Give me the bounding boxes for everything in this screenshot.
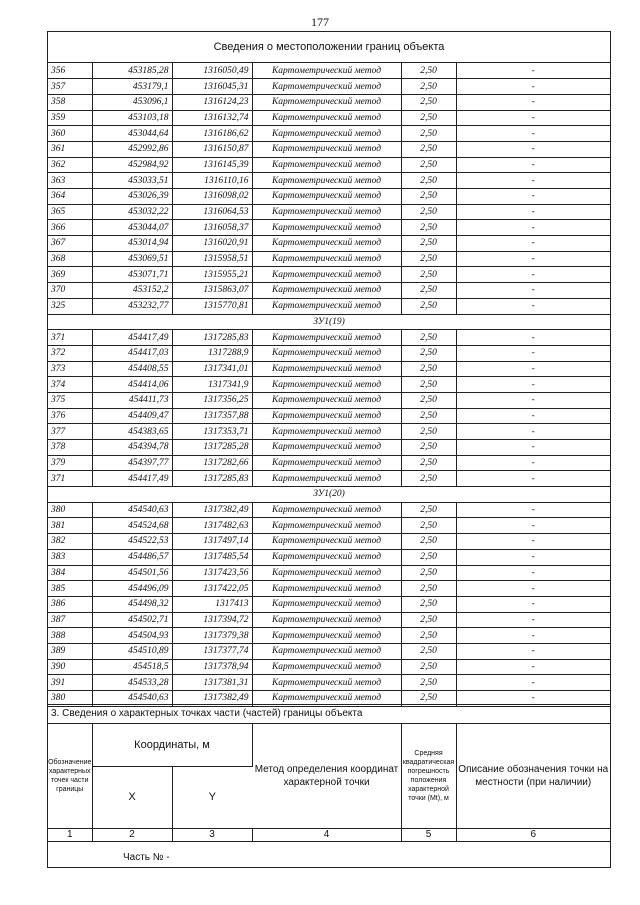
description: - [456,173,610,189]
coord-x: 454498,32 [92,596,172,612]
accuracy: 2,50 [401,612,456,628]
point-number: 380 [48,691,92,707]
table-row [48,518,610,534]
col-accuracy-header: Средняя квадратическая погрешность положения характерной точки (Мt), м [401,724,456,828]
coord-y: 1315863,07 [172,283,252,299]
accuracy: 2,50 [401,204,456,220]
coord-y: 1316132,74 [172,110,252,126]
coord-y: 1317379,38 [172,628,252,644]
table-row [48,141,610,157]
table-row [48,94,610,110]
coord-x: 453044,07 [92,220,172,236]
coord-y: 1317353,71 [172,424,252,440]
accuracy: 2,50 [401,549,456,565]
accuracy: 2,50 [401,361,456,377]
table-row [48,251,610,267]
section-label: ЗУ1(19) [48,314,610,330]
point-number: 361 [48,141,92,157]
method: Картометрический метод [252,534,401,550]
method: Картометрический метод [252,675,401,691]
coord-x: 453071,71 [92,267,172,283]
description: - [456,377,610,393]
point-number: 369 [48,267,92,283]
col-number: 6 [456,828,610,841]
description: - [456,330,610,346]
table-row [48,424,610,440]
coord-x: 454486,57 [92,549,172,565]
point-number: 387 [48,612,92,628]
accuracy: 2,50 [401,236,456,252]
table-row [48,675,610,691]
point-number: 380 [48,502,92,518]
method: Картометрический метод [252,141,401,157]
point-number: 389 [48,643,92,659]
method: Картометрический метод [252,549,401,565]
col-number: 4 [252,828,401,841]
coord-x: 454524,68 [92,518,172,534]
coord-x: 454540,63 [92,691,172,707]
accuracy: 2,50 [401,565,456,581]
table-row [48,110,610,126]
method: Картометрический метод [252,110,401,126]
point-number: 376 [48,408,92,424]
description: - [456,63,610,79]
method: Картометрический метод [252,612,401,628]
method: Картометрический метод [252,189,401,205]
method: Картометрический метод [252,79,401,95]
table-row [48,392,610,408]
method: Картометрический метод [252,126,401,142]
coord-x: 453179,1 [92,79,172,95]
point-number: 375 [48,392,92,408]
boundary-table-frame [47,31,611,868]
point-number: 378 [48,440,92,456]
coord-y: 1317381,31 [172,675,252,691]
coord-y: 1316064,53 [172,204,252,220]
coord-x: 454417,49 [92,471,172,487]
section3-header-table [48,724,610,842]
col-number: 3 [172,828,252,841]
method: Картометрический метод [252,377,401,393]
coord-y: 1317356,25 [172,392,252,408]
coord-x: 454408,55 [92,361,172,377]
table-row [48,63,610,79]
coord-x: 453232,77 [92,298,172,314]
coord-y: 1317282,66 [172,455,252,471]
coord-y: 1316186,62 [172,126,252,142]
coord-y: 1317341,9 [172,377,252,393]
coord-x: 454504,93 [92,628,172,644]
col-y-header: Y [172,766,252,828]
accuracy: 2,50 [401,518,456,534]
coord-x: 454501,56 [92,565,172,581]
coord-y: 1317382,49 [172,691,252,707]
table-row [48,267,610,283]
table-row [48,643,610,659]
description: - [456,392,610,408]
coord-y: 1317285,28 [172,440,252,456]
accuracy: 2,50 [401,691,456,707]
description: - [456,471,610,487]
coordinates-table [48,63,610,707]
table-row [48,565,610,581]
table-row [48,377,610,393]
table-row [48,502,610,518]
coord-y: 1315958,51 [172,251,252,267]
method: Картометрический метод [252,596,401,612]
point-number: 384 [48,565,92,581]
coord-x: 453096,1 [92,94,172,110]
col-number: 1 [48,828,92,841]
point-number: 364 [48,189,92,205]
description: - [456,298,610,314]
coord-y: 1317288,9 [172,345,252,361]
table-row [48,534,610,550]
description: - [456,596,610,612]
coord-y: 1317377,74 [172,643,252,659]
page-number: 177 [311,15,329,29]
coord-x: 454397,77 [92,455,172,471]
table-row [48,283,610,299]
description: - [456,440,610,456]
coord-x: 454502,71 [92,612,172,628]
coord-x: 454510,89 [92,643,172,659]
table-row [48,126,610,142]
point-number: 372 [48,345,92,361]
method: Картометрический метод [252,361,401,377]
col-description-header: Описание обозначения точки на местности (при наличии) [456,724,610,828]
coord-x: 454533,28 [92,675,172,691]
description: - [456,565,610,581]
method: Картометрический метод [252,471,401,487]
coord-y: 1317382,49 [172,502,252,518]
accuracy: 2,50 [401,534,456,550]
section-row [48,314,610,330]
coord-y: 1316020,91 [172,236,252,252]
method: Картометрический метод [252,157,401,173]
coord-y: 1317285,83 [172,471,252,487]
coord-y: 1316050,49 [172,63,252,79]
table-row [48,659,610,675]
accuracy: 2,50 [401,141,456,157]
method: Картометрический метод [252,565,401,581]
coord-y: 1317341,01 [172,361,252,377]
table-row [48,549,610,565]
part-label: Часть № - [123,852,170,863]
accuracy: 2,50 [401,330,456,346]
accuracy: 2,50 [401,424,456,440]
table-row [48,581,610,597]
col-point-header: Обозначение характерных точек части границы [48,724,92,828]
table-row [48,157,610,173]
accuracy: 2,50 [401,79,456,95]
accuracy: 2,50 [401,440,456,456]
coord-y: 1317378,94 [172,659,252,675]
coord-x: 454417,49 [92,330,172,346]
accuracy: 2,50 [401,283,456,299]
table-row [48,330,610,346]
method: Картометрический метод [252,691,401,707]
description: - [456,157,610,173]
accuracy: 2,50 [401,345,456,361]
table-row [48,628,610,644]
col-x-header: X [92,766,172,828]
coord-y: 1317485,54 [172,549,252,565]
description: - [456,345,610,361]
method: Картометрический метод [252,236,401,252]
description: - [456,204,610,220]
coord-y: 1317422,05 [172,581,252,597]
description: - [456,518,610,534]
table-row [48,361,610,377]
accuracy: 2,50 [401,675,456,691]
table-row [48,471,610,487]
point-number: 371 [48,330,92,346]
point-number: 368 [48,251,92,267]
point-number: 382 [48,534,92,550]
table-row [48,173,610,189]
coord-y: 1317413 [172,596,252,612]
point-number: 383 [48,549,92,565]
method: Картометрический метод [252,283,401,299]
coord-x: 454383,65 [92,424,172,440]
section-row [48,487,610,503]
accuracy: 2,50 [401,63,456,79]
point-number: 388 [48,628,92,644]
accuracy: 2,50 [401,471,456,487]
point-number: 371 [48,471,92,487]
description: - [456,94,610,110]
coord-y: 1317357,88 [172,408,252,424]
coord-y: 1316145,39 [172,157,252,173]
description: - [456,408,610,424]
method: Картометрический метод [252,220,401,236]
col-method-header: Метод определения координат характерной точки [252,724,401,828]
coord-y: 1317497,14 [172,534,252,550]
accuracy: 2,50 [401,110,456,126]
accuracy: 2,50 [401,173,456,189]
method: Картометрический метод [252,267,401,283]
method: Картометрический метод [252,581,401,597]
point-number: 362 [48,157,92,173]
method: Картометрический метод [252,94,401,110]
point-number: 356 [48,63,92,79]
coord-x: 454394,78 [92,440,172,456]
accuracy: 2,50 [401,628,456,644]
accuracy: 2,50 [401,157,456,173]
coord-y: 1315955,21 [172,267,252,283]
accuracy: 2,50 [401,267,456,283]
point-number: 386 [48,596,92,612]
accuracy: 2,50 [401,502,456,518]
accuracy: 2,50 [401,596,456,612]
method: Картометрический метод [252,345,401,361]
section-label: ЗУ1(20) [48,487,610,503]
table-row [48,408,610,424]
method: Картометрический метод [252,440,401,456]
coord-x: 452992,86 [92,141,172,157]
description: - [456,549,610,565]
point-number: 374 [48,377,92,393]
table-row [48,455,610,471]
coord-x: 453026,39 [92,189,172,205]
description: - [456,643,610,659]
method: Картометрический метод [252,173,401,189]
coord-x: 454414,06 [92,377,172,393]
table-row [48,612,610,628]
section3-heading: 3. Сведения о характерных точках части (частей) границы объекта [48,704,610,724]
point-number: 357 [48,79,92,95]
coord-y: 1317394,72 [172,612,252,628]
description: - [456,141,610,157]
coord-x: 453044,64 [92,126,172,142]
accuracy: 2,50 [401,377,456,393]
accuracy: 2,50 [401,298,456,314]
point-number: 373 [48,361,92,377]
table-title: Сведения о местоположении границ объекта [48,32,610,63]
method: Картометрический метод [252,424,401,440]
method: Картометрический метод [252,659,401,675]
description: - [456,659,610,675]
method: Картометрический метод [252,502,401,518]
table-row [48,596,610,612]
accuracy: 2,50 [401,659,456,675]
point-number: 325 [48,298,92,314]
point-number: 363 [48,173,92,189]
method: Картометрический метод [252,298,401,314]
point-number: 358 [48,94,92,110]
table-row [48,220,610,236]
coord-x: 453103,18 [92,110,172,126]
description: - [456,267,610,283]
accuracy: 2,50 [401,455,456,471]
point-number: 360 [48,126,92,142]
table-row [48,189,610,205]
description: - [456,79,610,95]
accuracy: 2,50 [401,408,456,424]
method: Картометрический метод [252,643,401,659]
description: - [456,251,610,267]
point-number: 379 [48,455,92,471]
accuracy: 2,50 [401,581,456,597]
coord-x: 454540,63 [92,502,172,518]
description: - [456,220,610,236]
accuracy: 2,50 [401,643,456,659]
description: - [456,691,610,707]
method: Картометрический метод [252,628,401,644]
col-number: 2 [92,828,172,841]
coord-y: 1316150,87 [172,141,252,157]
accuracy: 2,50 [401,126,456,142]
coord-x: 453033,51 [92,173,172,189]
table-row [48,298,610,314]
coord-y: 1317423,56 [172,565,252,581]
coord-y: 1316124,23 [172,94,252,110]
coord-x: 454409,47 [92,408,172,424]
accuracy: 2,50 [401,251,456,267]
coord-x: 453069,51 [92,251,172,267]
description: - [456,110,610,126]
method: Картометрический метод [252,408,401,424]
description: - [456,424,610,440]
coord-x: 454522,53 [92,534,172,550]
coord-x: 454417,03 [92,345,172,361]
description: - [456,361,610,377]
description: - [456,455,610,471]
coord-x: 454518,5 [92,659,172,675]
coord-y: 1315770,81 [172,298,252,314]
coord-y: 1316098,02 [172,189,252,205]
coord-x: 454411,73 [92,392,172,408]
description: - [456,189,610,205]
coord-y: 1316058,37 [172,220,252,236]
coord-x: 453185,28 [92,63,172,79]
table-row [48,345,610,361]
method: Картометрический метод [252,518,401,534]
method: Картометрический метод [252,330,401,346]
point-number: 366 [48,220,92,236]
coord-y: 1316045,31 [172,79,252,95]
coord-x: 453014,94 [92,236,172,252]
col-number: 5 [401,828,456,841]
accuracy: 2,50 [401,392,456,408]
table-row [48,236,610,252]
coord-y: 1317285,83 [172,330,252,346]
point-number: 359 [48,110,92,126]
accuracy: 2,50 [401,94,456,110]
table-row [48,204,610,220]
coord-x: 454496,09 [92,581,172,597]
method: Картометрический метод [252,204,401,220]
coord-x: 452984,92 [92,157,172,173]
description: - [456,675,610,691]
coord-x: 453152,2 [92,283,172,299]
point-number: 390 [48,659,92,675]
description: - [456,581,610,597]
method: Картометрический метод [252,455,401,471]
col-coords-header: Координаты, м [92,724,252,766]
description: - [456,283,610,299]
method: Картометрический метод [252,392,401,408]
method: Картометрический метод [252,63,401,79]
point-number: 377 [48,424,92,440]
point-number: 365 [48,204,92,220]
coord-y: 1316110,16 [172,173,252,189]
point-number: 391 [48,675,92,691]
description: - [456,534,610,550]
point-number: 370 [48,283,92,299]
description: - [456,628,610,644]
table-row [48,440,610,456]
description: - [456,502,610,518]
coord-y: 1317482,63 [172,518,252,534]
method: Картометрический метод [252,251,401,267]
coord-x: 453032,22 [92,204,172,220]
point-number: 367 [48,236,92,252]
accuracy: 2,50 [401,189,456,205]
point-number: 385 [48,581,92,597]
table-row [48,79,610,95]
accuracy: 2,50 [401,220,456,236]
description: - [456,236,610,252]
description: - [456,126,610,142]
description: - [456,612,610,628]
point-number: 381 [48,518,92,534]
